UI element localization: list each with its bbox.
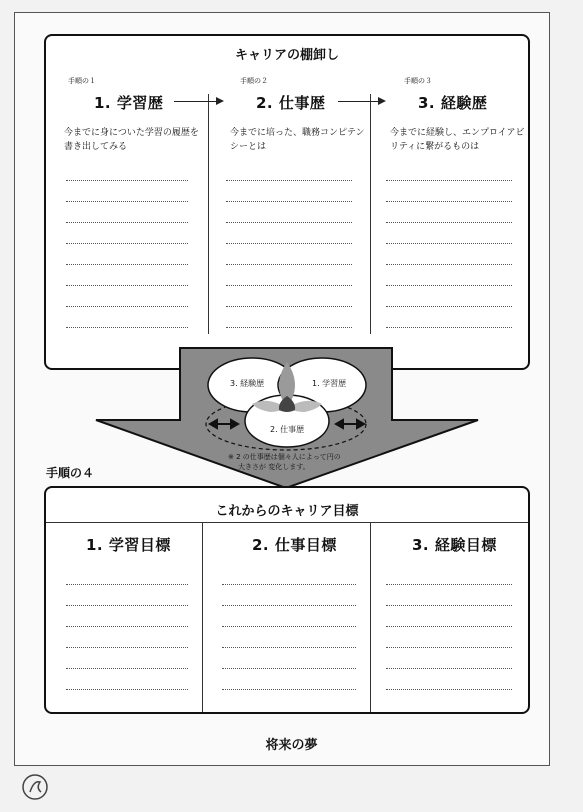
circle-label-experience: 3. 経験歴 xyxy=(230,379,265,388)
step-label-1: 手順の１ xyxy=(68,77,96,85)
circle-label-learning: 1. 学習歴 xyxy=(312,379,347,388)
goal-lines-1[interactable] xyxy=(66,564,188,690)
desc-experience: 今までに経験し、エンプロイアビリティに繋がるものは xyxy=(390,128,525,152)
page-number-stamp-icon xyxy=(20,772,50,802)
step-label-3: 手順の３ xyxy=(404,77,432,85)
section1-title: キャリアの棚卸し xyxy=(234,48,339,63)
heading-experience-history: 3. 経験歴 xyxy=(418,94,488,112)
heading-learning-goal: 1. 学習目標 xyxy=(86,536,171,554)
heading-learning-history: 1. 学習歴 xyxy=(94,94,164,112)
future-dream-label: 将来の夢 xyxy=(265,738,318,753)
heading-work-history: 2. 仕事歴 xyxy=(256,94,326,112)
column-divider xyxy=(202,522,203,712)
desc-learning: 今までに身についた学習の履歴を書き出してみる xyxy=(64,128,199,152)
note-line-2: 大きさが 変化します。 xyxy=(238,463,310,471)
note-line-1: ※ 2 の仕事歴は個々人によって円の xyxy=(228,453,341,461)
step-label-2: 手順の２ xyxy=(240,77,268,85)
goal-lines-3[interactable] xyxy=(386,564,512,690)
column-divider xyxy=(370,522,371,712)
heading-work-goal: 2. 仕事目標 xyxy=(252,536,337,554)
circle-label-work: 2. 仕事歴 xyxy=(270,425,305,434)
title-divider xyxy=(46,522,528,523)
section2-title: これからのキャリア目標 xyxy=(215,504,359,519)
goal-lines-2[interactable] xyxy=(222,564,356,690)
career-goals-box xyxy=(44,486,530,714)
desc-work: 今までに培った、職務コンピテンシーとは xyxy=(230,128,365,152)
heading-experience-goal: 3. 経験目標 xyxy=(412,536,497,554)
step-label-4: 手順の４ xyxy=(46,466,95,480)
